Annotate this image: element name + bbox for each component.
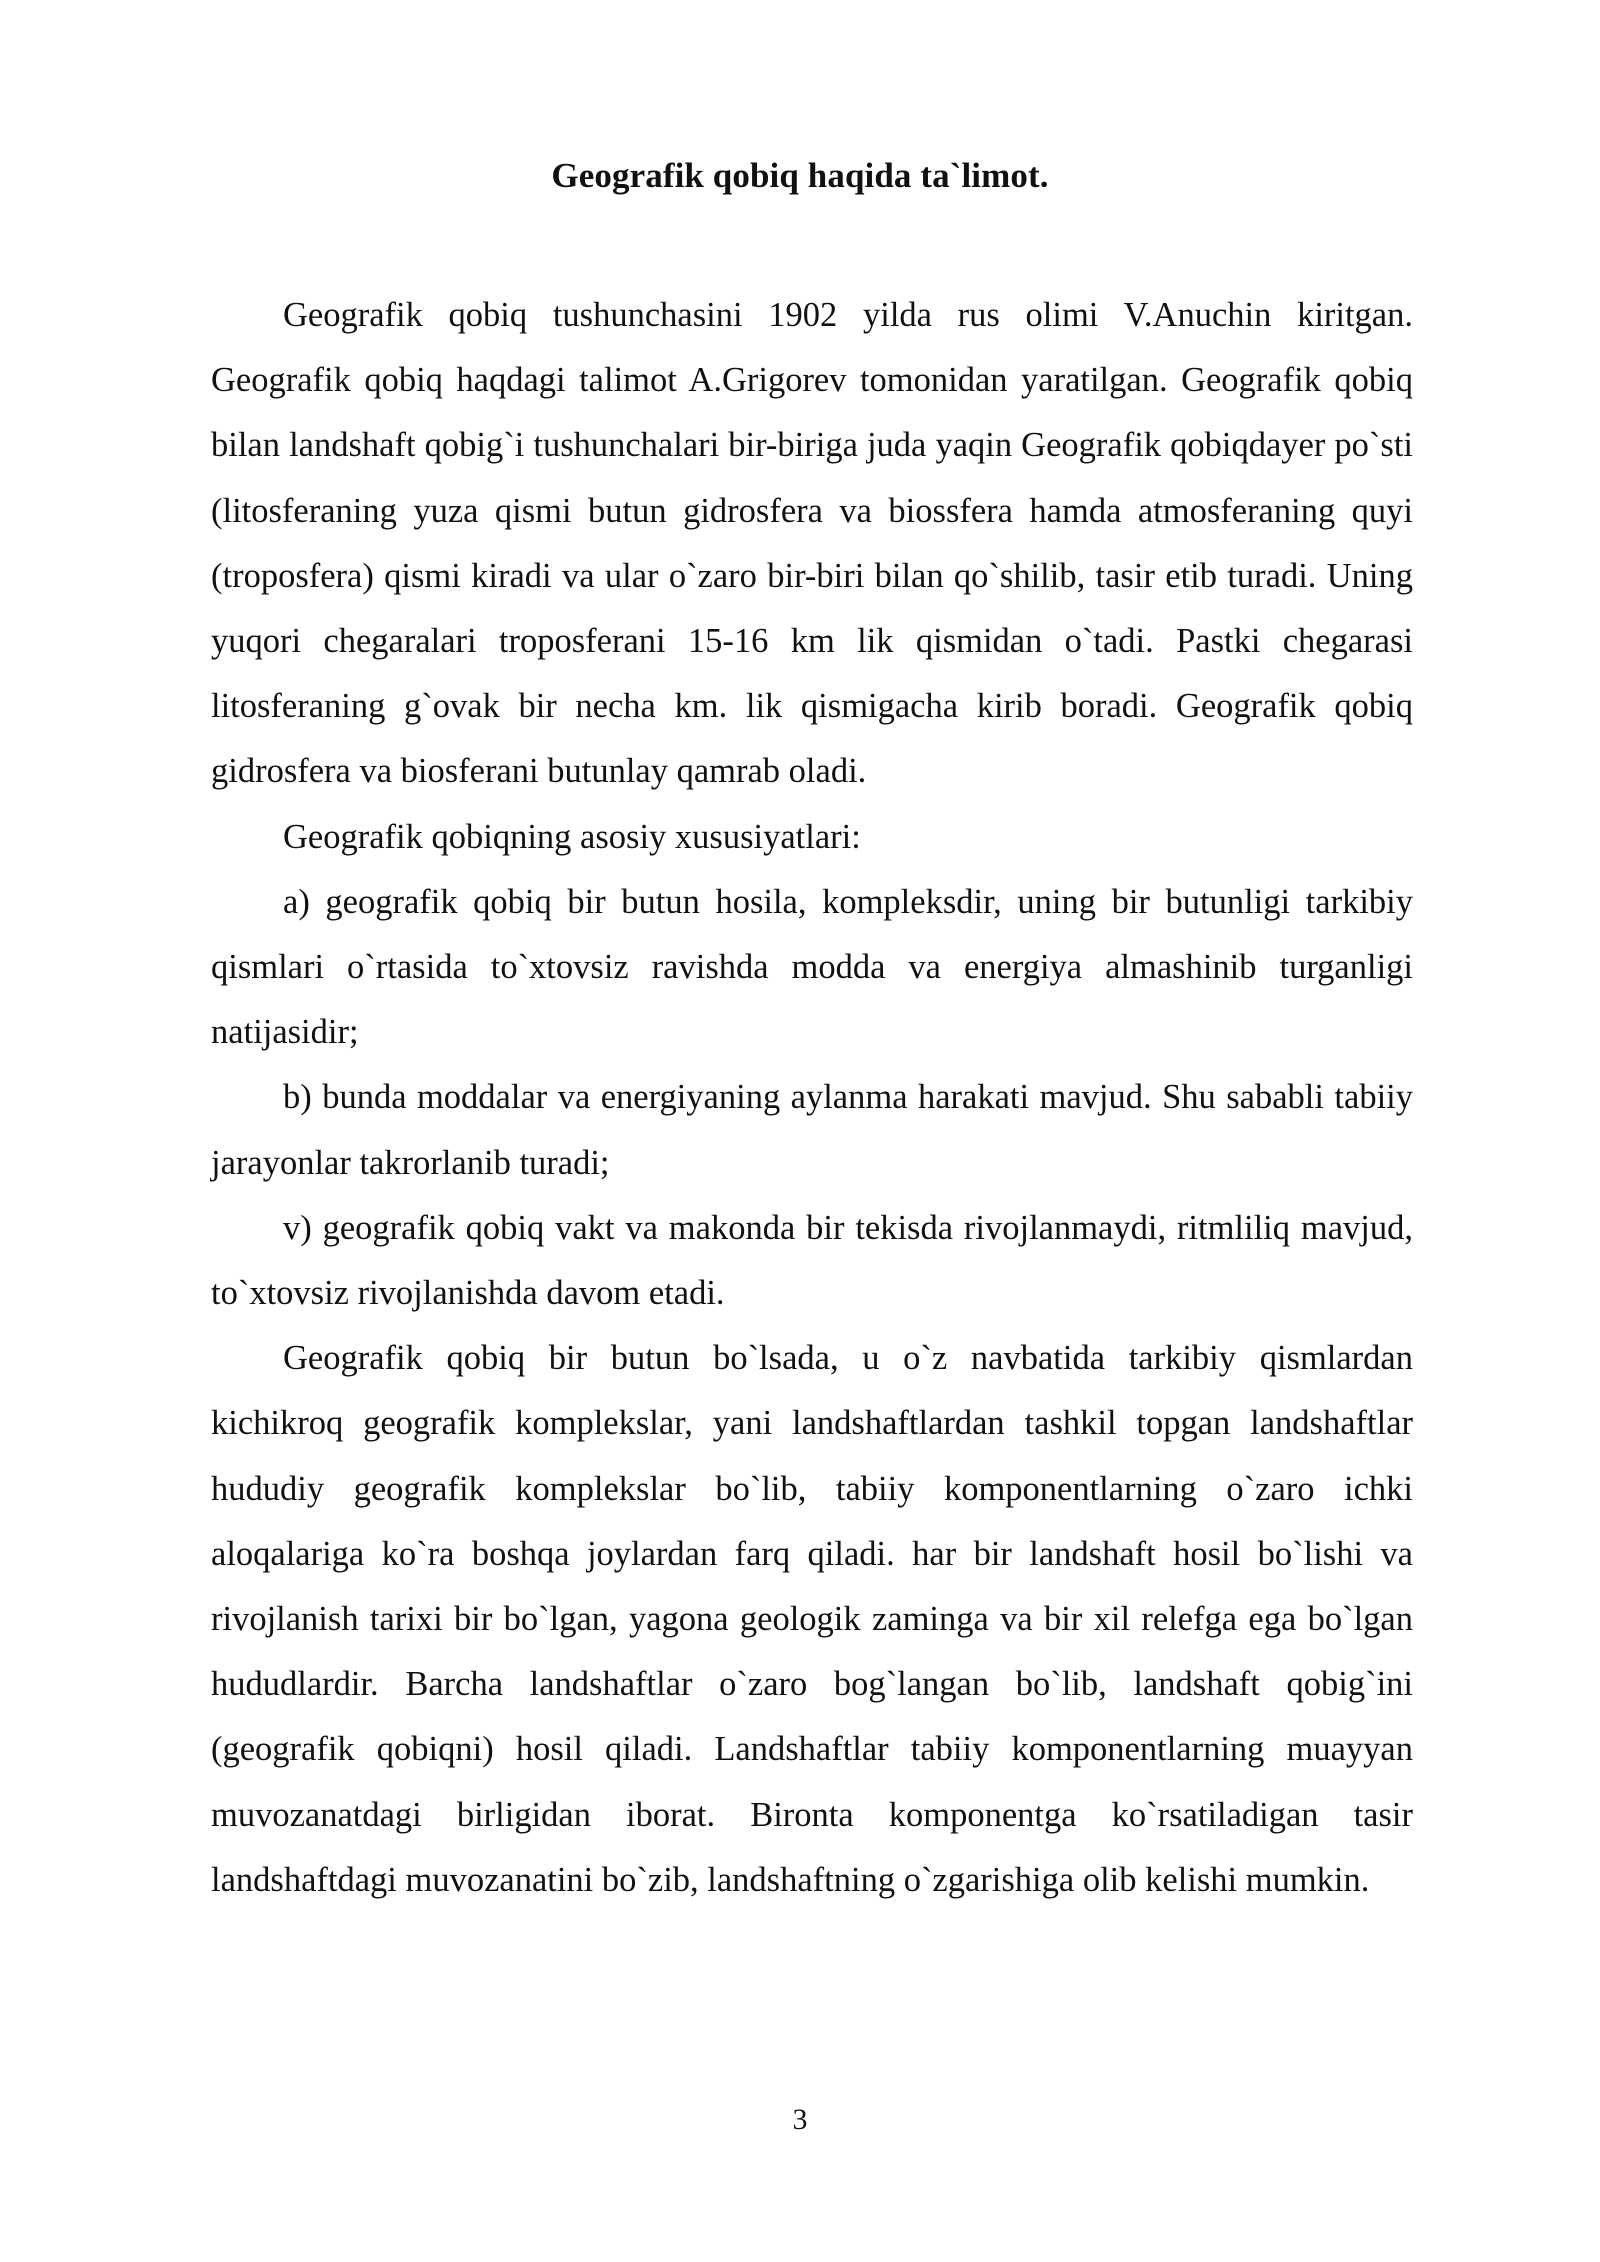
- paragraph-item-v: v) geografik qobiq vakt va makonda bir tekisda rivojlanmaydi, ritmliliq mavjud, to`xtovsiz rivojlanishda davom etadi.: [211, 1208, 1413, 1313]
- page-number: 3: [792, 2103, 808, 2136]
- paragraph-intro: Geografik qobiq tushunchasini 1902 yilda rus olimi V.Anuchin kiritgan. Geografik qobiq haqdagi talimot A.Grigorev tomonidan yaratilgan. Geografik qobiq bilan landshaft qobig`i tushunchalari bir-biriga juda yaqin Geografik qobiqdayer po`sti (litosferaning yuza qismi butun gidrosfera va biossfera hamda atmosferaning quyi (troposfera) qismi kiradi va ular o`zaro bir-biri bilan qo`shilib, tasir etib turadi. Uning yuqori chegaralari troposferani 15-16 km lik qismidan o`tadi. Pastki chegarasi litosferaning g`ovak bir necha km. lik qismigacha kirib boradi. Geografik qobiq gidrosfera va biosferani butunlay qamrab oladi.: [211, 296, 1413, 791]
- paragraph-landscapes: Geografik qobiq bir butun bo`lsada, u o`z navbatida tarkibiy qismlardan kichikroq geografik komplekslar, yani landshaftlardan tashkil topgan landshaftlar hududiy geografik komplekslar bo`lib, tabiiy komponentlarning o`zaro ichki aloqalariga ko`ra boshqa joylardan farq qiladi. har bir landshaft hosil bo`lishi va rivojlanish tarixi bir bo`lgan, yagona geologik zaminga va bir xil relefga ega bo`lgan hududlardir. Barcha landshaftlar o`zaro bog`langan bo`lib, landshaft qobig`ini (geografik qobiqni) hosil qiladi. Landshaftlar tabiiy komponentlarning muayyan muvozanatdagi birligidan iborat. Bironta komponentga ko`rsatiladigan tasir landshaftdagi muvozanatini bo`zib, landshaftning o`zgarishiga olib kelishi mumkin.: [211, 1339, 1413, 1899]
- paragraph-item-b: b) bunda moddalar va energiyaning aylanma harakati mavjud. Shu sababli tabiiy jarayonlar takrorlanib turadi;: [211, 1078, 1413, 1182]
- paragraph-item-a: a) geografik qobiq bir butun hosila, kompleksdir, uning bir butunligi tarkibiy qismlari o`rtasida to`xtovsiz ravishda modda va energiya almashinib turganligi natijasidir;: [211, 882, 1413, 1052]
- document-body: [211, 283, 1413, 1913]
- document-title: Geografik qobiq haqida ta`limot.: [551, 156, 1049, 195]
- paragraph-properties-heading: Geografik qobiqning asosiy xususiyatlari:: [283, 817, 861, 856]
